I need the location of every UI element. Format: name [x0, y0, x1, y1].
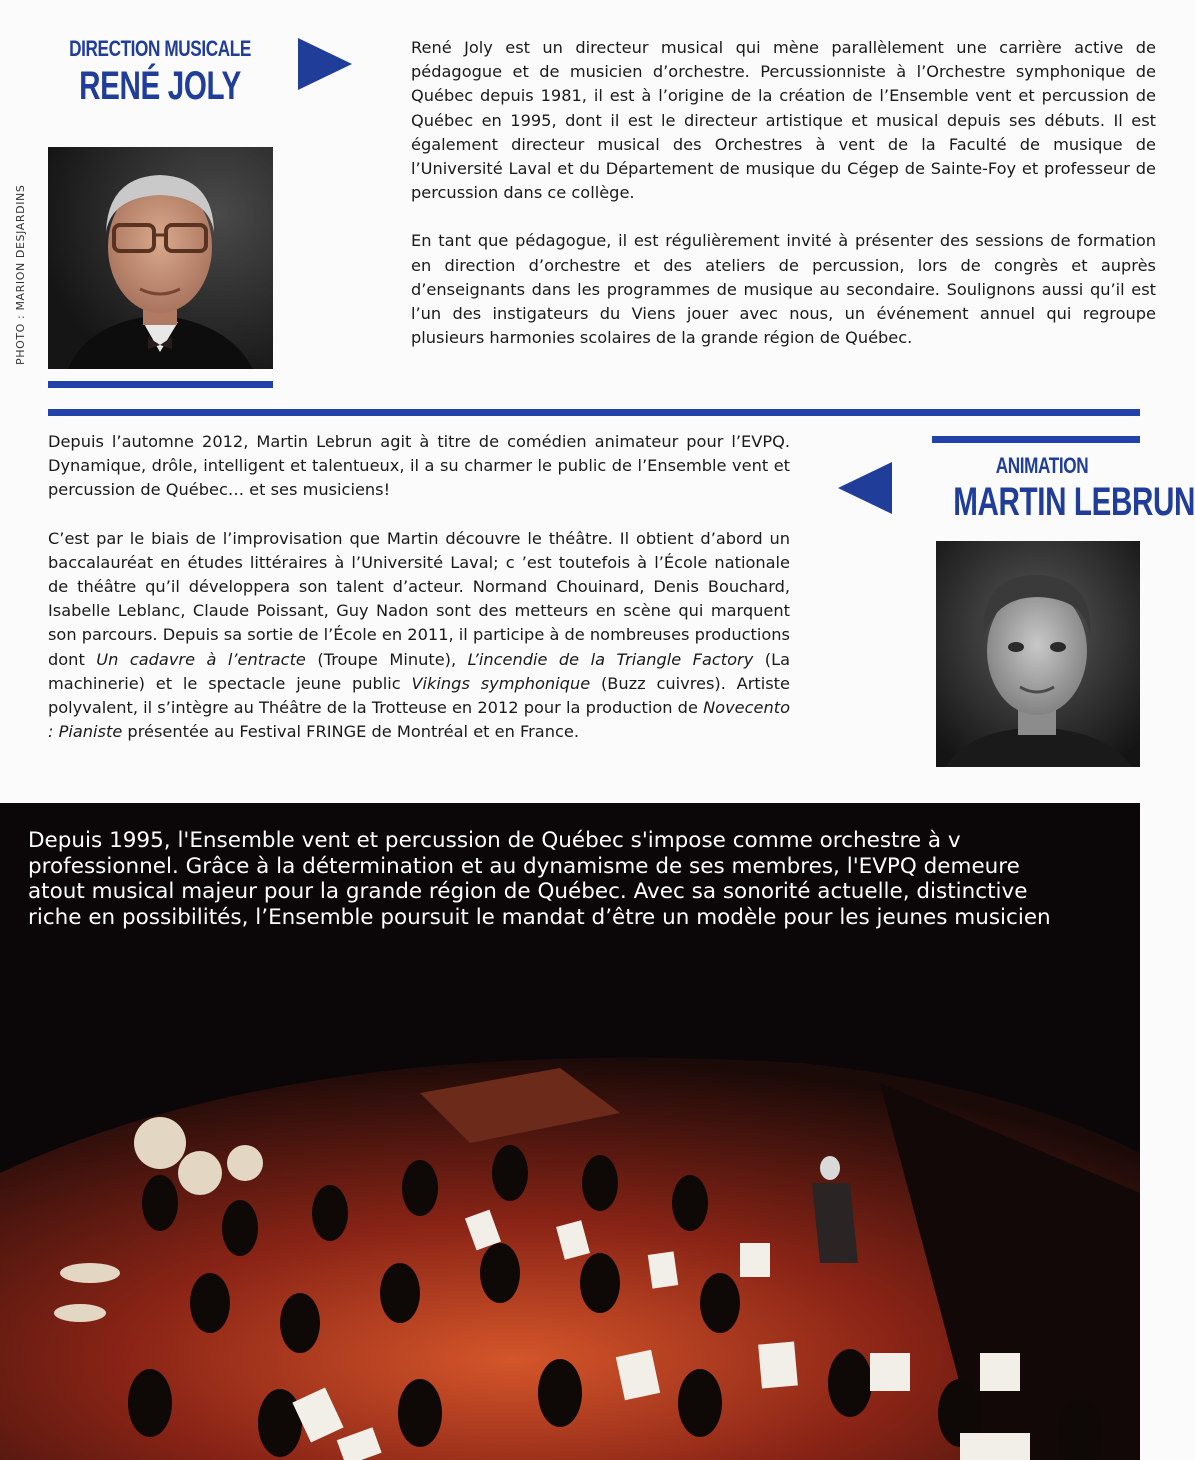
band-text [28, 828, 1051, 930]
band-text-line-2: professionnel. Grâce à la détermination et au dynamisme de ses membres, l'EVPQ demeure [28, 853, 1020, 879]
martin-top-rule [932, 436, 1140, 443]
martin-lebrun-photo [936, 541, 1140, 767]
martin-name-heading: MARTIN LEBRUN [953, 480, 1195, 524]
band-text-line-3: atout musical majeur pour la grande région de Québec. Avec sa sonorité actuelle, distinctive [28, 879, 1028, 904]
band-text-line-1: Depuis 1995, l'Ensemble vent et percussion de Québec s'impose comme orchestre à v [28, 828, 961, 853]
orchestra-photo [0, 973, 1140, 1460]
rene-joly-photo [48, 147, 273, 369]
martin-bio-paragraph-2: C’est par le biais de l’improvisation que Martin découvre le théâtre. Il obtient d’abord un baccalauréat en études littéraires à l’Université Laval; c ’est toutefois à l’École nationale de théâtre qu’il développera son talent d’acteur. Normand Chouinard, Denis Bouchard, Isabelle Leblanc, Claude Poissant, Guy Nadon sont des metteurs en scène qui marquent son parcours. Depuis sa sortie de l’École en 2011, il participe à de nombreuses productions dont Un cadavre à l’entracte (Troupe Minute), L’incendie de la Triangle Factory (La machinerie) et le spectacle jeune public Vikings symphonique (Buzz cuivres). Artiste polyvalent, il s’intègre au Théâtre de la Trotteuse en 2012 pour la production de Novecento : Pianiste présentée au Festival FRINGE de Montréal et en France. [48, 528, 791, 742]
title-un-cadavre: Un cadavre à l’entracte [96, 649, 306, 669]
rene-bio [411, 36, 1156, 350]
martin-role-heading: ANIMATION [995, 453, 1089, 478]
arrow-left-icon [838, 462, 892, 514]
arrow-right-icon [298, 38, 352, 90]
section-divider [48, 409, 1140, 416]
title-novecento: Novecento : Pianiste [48, 698, 790, 742]
rene-bio-paragraph-1: René Joly est un directeur musical qui mène parallèlement une carrière active de pédagogue et de musicien d’orchestre. Percussionniste à l’Orchestre symphonique de Québec depuis 1981, il est à l’origine de la création de l’Ensemble vent et percussion de Québec en 1995, dont il est le directeur artistique et musical depuis ses débuts. Il est également directeur musical des Orchestres à vent de la Faculté de musique de l’Université Laval et du Département de musique du Cégep de Sainte-Foy et professeur de percussion dans ce collège. [411, 38, 1156, 203]
martin-bio [48, 430, 790, 744]
orchestra-band [0, 803, 1140, 1460]
rene-name-heading: RENÉ JOLY [79, 64, 241, 108]
band-text-line-4: riche en possibilités, l’Ensemble poursuit le mandat d’être un modèle pour les jeunes musicien [28, 904, 1051, 930]
rene-bio-paragraph-2: En tant que pédagogue, il est régulièrement invité à présenter des sessions de formation en direction d’orchestre et des ateliers de percussion, lors de congrès et auprès d’enseignants dans les programmes de musique au secondaire. Soulignons aussi qu’il est l’un des instigateurs du Viens jouer avec nous, un événement annuel qui regroupe plusieurs harmonies scolaires de la grande région de Québec. [411, 231, 1156, 348]
martin-bio-paragraph-1: Depuis l’automne 2012, Martin Lebrun agit à titre de comédien animateur pour l’EVPQ. Dynamique, drôle, intelligent et talentueux, il a su charmer le public de l’Ensemble vent et percussion de Québec… et ses musiciens! [48, 432, 790, 500]
rene-role-heading: DIRECTION MUSICALE [69, 36, 251, 61]
title-vikings: Vikings symphonique [411, 673, 591, 693]
title-incendie: L’incendie de la Triangle Factory [467, 649, 754, 669]
photo-credit: PHOTO : MARION DESJARDINS [14, 184, 27, 365]
rene-photo-underline [48, 381, 273, 388]
